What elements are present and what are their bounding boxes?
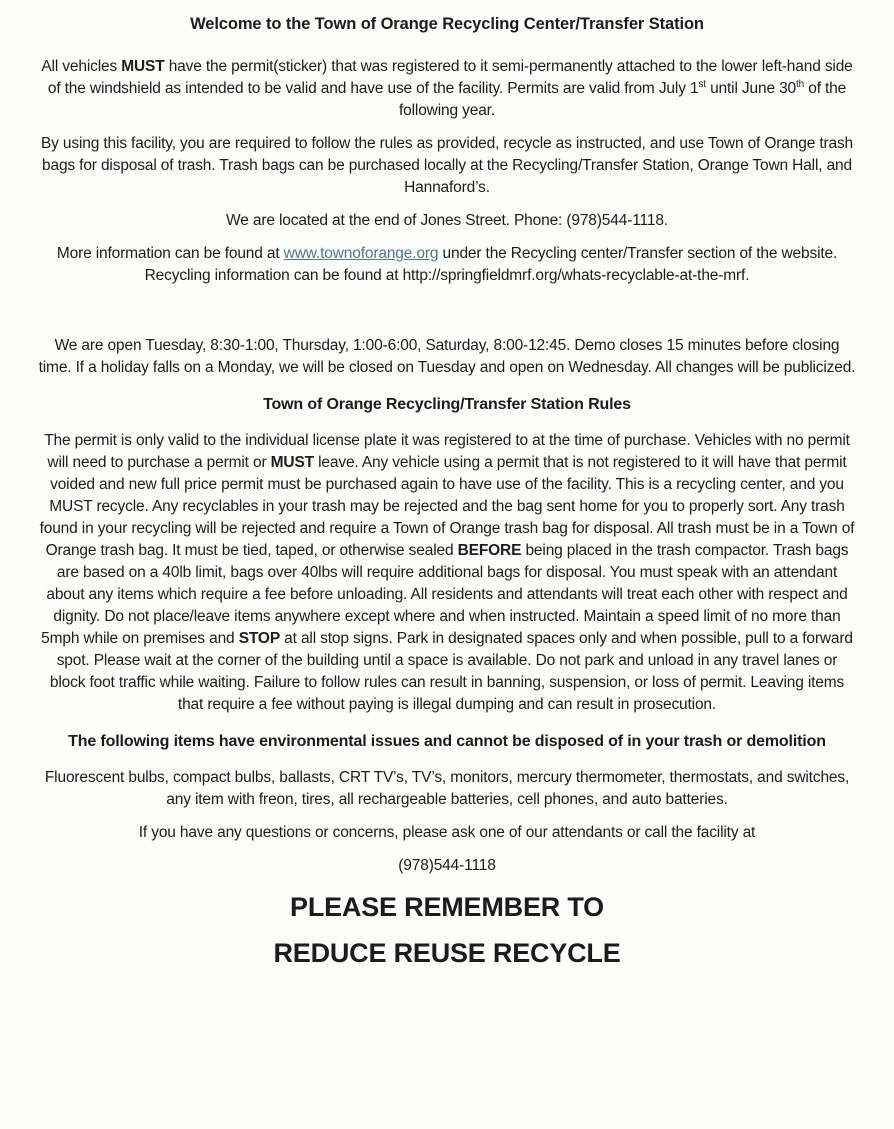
paragraph-more-info [37,243,857,287]
paragraph-hours: We are open Tuesday, 8:30-1:00, Thursday, 1:00-6:00, Saturday, 8:00-12:45. Demo closes 15 minutes before closing time. If a holiday falls on a Monday, we will be closed on Tuesday and open on Wednesday. All changes will be publicized. [38,337,856,376]
text-segment: being placed in the trash compactor. Trash bags are based on a 40lb limit, bags over 40lbs will require additional bags for disposal. You must speak with an attendant about any items which require a fee before unloading. All residents and attendants will treat each other with respect and dignity. Do not place/leave items anywhere except where and when instructed. Maintain a speed limit of no more than 5mph while on premises and [41,542,849,647]
text-segment: at all stop signs. Park in designated spaces only and when possible, pull to a forward spot. Please wait at the corner of the building until a space is available. Do not park and unload in any travel lanes or block foot traffic while waiting. Failure to follow rules can result in banning, suspension, or loss of permit. Leaving items that require a fee without paying is illegal dumping and can result in prosecution. [49,630,853,713]
town-website-link[interactable]: www.townoforange.org [283,245,439,262]
facility-phone-number: (978)544-1118 [398,857,496,874]
text-segment: have the permit(sticker) that was registered to it semi-permanently attached to the lower left-hand side of the windshield as intended to be valid and have use of the facility. Permits are valid from July 1 [47,58,853,97]
text-segment: More information can be found at [56,245,284,262]
paragraph-station-rules [37,430,857,716]
environmental-items-heading: The following items have environmental issues and cannot be disposed of in your trash or demolition [68,733,826,750]
text-segment: until June 30 [705,80,797,97]
paragraph-questions: If you have any questions or concerns, please ask one of our attendants or call the facility at [138,824,756,841]
footer-remember-line: PLEASE REMEMBER TO [290,892,604,922]
rules-section-heading: Town of Orange Recycling/Transfer Station Rules [263,396,631,413]
document-title: Welcome to the Town of Orange Recycling Center/Transfer Station [190,15,704,33]
ordinal-suffix: th [796,78,805,90]
emphasis-before: BEFORE [457,542,522,559]
paragraph-facility-rules: By using this facility, you are required to follow the rules as provided, recycle as instructed, and use Town of Orange trash bags for disposal of trash. Trash bags can be purchased locally at the Recycling/Transfer Station, Orange Town Hall, and Hannaford’s. [40,135,854,196]
footer-reduce-reuse-recycle-line: REDUCE REUSE RECYCLE [273,938,621,968]
emphasis-must: MUST [270,454,314,471]
paragraph-location-phone: We are located at the end of Jones Street. Phone: (978)544-1118. [226,212,668,229]
text-segment: The permit is only valid to the individual license plate it was registered to at the time of purchase. Vehicles with no permit will need to purchase a permit or [44,432,850,471]
ordinal-suffix: st [698,78,706,90]
emphasis-must: MUST [121,58,165,75]
text-segment: under the Recycling center/Transfer section of the website. Recycling information can be found at http://springfieldmrf.org/whats-recyclable-at-the-mrf. [144,245,838,284]
text-segment: All vehicles [41,58,122,75]
emphasis-stop: STOP [238,630,281,647]
text-segment: of the following year. [399,80,847,119]
paragraph-environmental-items: Fluorescent bulbs, compact bulbs, ballasts, CRT TV’s, TV’s, monitors, mercury thermometer, thermostats, and switches, any item with freon, tires, all rechargeable batteries, cell phones, and auto batteries. [44,769,850,808]
paragraph-permit-requirement [37,56,857,122]
text-segment: leave. Any vehicle using a permit that is not registered to it will have that permit voided and new full price permit must be purchased again to have use of the facility. This is a recycling center, and you MUST recycle. Any recyclables in your trash may be rejected and the bag sent home for you to properly sort. Any trash found in your recycling will be rejected and require a Town of Orange trash bag for disposal. All trash must be in a Town of Orange trash bag. It must be tied, taped, or otherwise sealed [39,454,855,559]
